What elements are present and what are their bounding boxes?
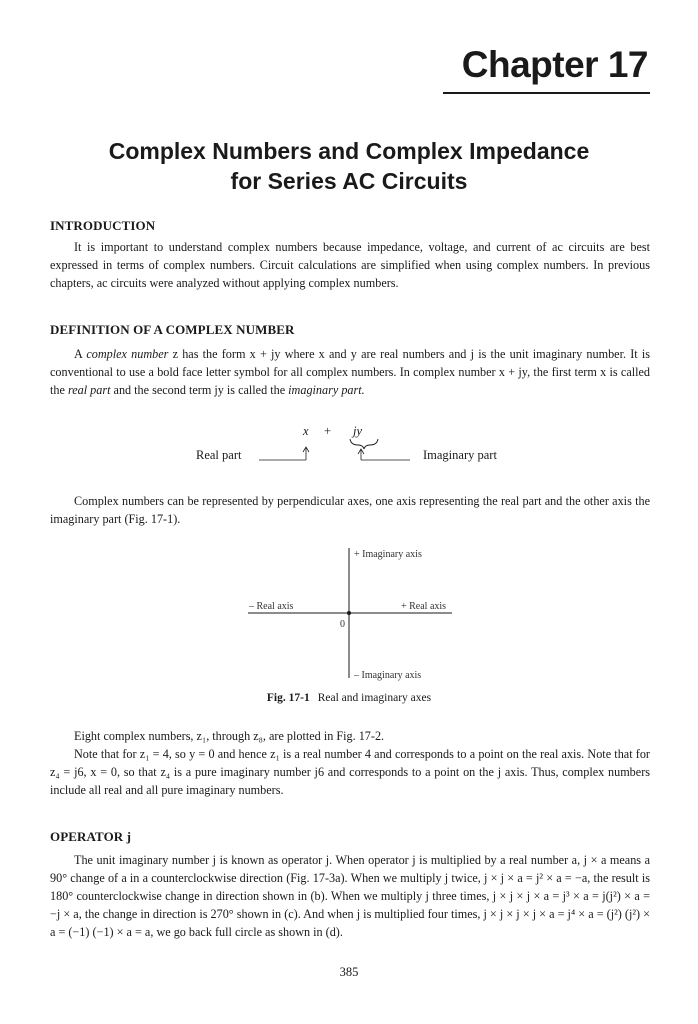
complex-numbers-paragraph: [50, 727, 650, 799]
section-heading-definition: DEFINITION OF A COMPLEX NUMBER: [50, 322, 295, 337]
intro-paragraph: [50, 238, 650, 292]
def-text-b: z has the form x + jy where x and y are real numbers and j is the unit imaginary number. It is conventional to use a bold face letter symbol for all complex numbers. In complex number x + jy, the first term x is called the: [50, 347, 650, 397]
intro-text: It is important to understand complex numbers because impedance, voltage, and current of ac circuits are best expressed in terms of complex numbers. Circuit calculations are simplified when using complex numbers. In previous chapters, ac circuits were analyzed without applying complex numbers.: [50, 240, 650, 290]
origin-dot: [347, 611, 351, 615]
def-text-a: A: [74, 347, 87, 361]
neg-real-label: – Real axis: [249, 601, 294, 612]
chapter-rule: [443, 92, 650, 94]
diagram-jy: jy: [353, 424, 363, 438]
diagram-plus: +: [324, 424, 332, 438]
title-line-1: Complex Numbers and Complex Impedance: [108, 138, 590, 164]
def-term: complex number: [86, 347, 169, 361]
page-number: 385: [339, 965, 359, 979]
pos-imag-label: + Imaginary axis: [354, 549, 422, 560]
origin-label: 0: [340, 619, 345, 630]
neg-imag-label: – Imaginary axis: [354, 670, 422, 681]
operator-text: The unit imaginary number j is known as operator j. When operator j is multiplied by a real number a, j × a means a 90° change of a in a counterclockwise direction (Fig. 17-3a). When we multiply j twice, j × j × a = j² × a = −a, the result is 180° counterclockwise change in direction shown in (b). When we multiply j three times, j × j × j × a = j³ × a = j(j²) × a = −j × a, the change in direction is 270° shown in (c). And when j is multiplied four times, j × j × j × j × a = j⁴ × a = (j²) (j²) × a = (−1) (−1) × a = a, we go back full circle as shown in (d).: [50, 853, 650, 939]
section-heading-operator: OPERATOR j: [50, 829, 132, 844]
section-heading-introduction: INTRODUCTION: [50, 218, 156, 233]
caption-label: Fig. 17-1: [266, 692, 310, 704]
axes-intro-paragraph: [50, 492, 650, 528]
definition-paragraph: [50, 345, 650, 399]
imaginary-part-label: Imaginary part: [423, 448, 497, 462]
brace-mark: [350, 439, 378, 449]
figure-caption: [0, 692, 698, 704]
pos-real-label: + Real axis: [401, 601, 447, 612]
axes-figure: [240, 545, 460, 685]
axes-intro-text: Complex numbers can be represented by perpendicular axes, one axis representing the real part and the other axis the imaginary part (Fig. 17-1).: [50, 494, 650, 526]
real-part-label: Real part: [196, 448, 242, 462]
title-line-2: for Series AC Circuits: [230, 168, 468, 194]
def-text-c: and the second term jy is called the: [110, 383, 289, 397]
page-title: [0, 136, 698, 196]
operator-paragraph: [50, 851, 650, 941]
def-imag-part: imaginary part.: [288, 383, 365, 397]
diagram-arrows: [250, 436, 420, 466]
after-fig-text-2: Note that for z₁ = 4, so y = 0 and hence z₁ is a real number 4 and corresponds to a point on the real axis. Note that for z₄ = j6, x = 0, so that z₄ is a pure imaginary number j6 and corresponds to a point on the j axis. Thus, complex numbers include all real and all pure imaginary numbers.: [50, 747, 650, 797]
chapter-heading: Chapter 17: [461, 44, 648, 85]
caption-text: Real and imaginary axes: [317, 692, 432, 704]
after-fig-text-1: Eight complex numbers, z₁, through z₈, are plotted in Fig. 17-2.: [74, 729, 385, 743]
def-real-part: real part: [67, 383, 111, 397]
diagram-x: x: [303, 424, 309, 438]
